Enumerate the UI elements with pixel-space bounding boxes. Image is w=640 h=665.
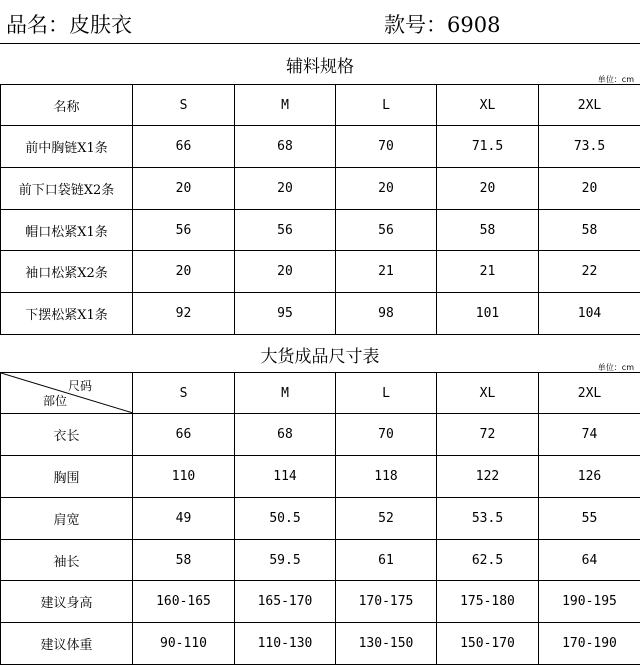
table-cell: 58 (133, 540, 235, 581)
row-label: 袖口松紧X2条 (1, 251, 133, 293)
table-cell: 58 (539, 210, 640, 251)
table-cell: 72 (437, 414, 539, 456)
table-cell: 56 (235, 210, 336, 251)
table-row (1, 126, 640, 168)
table-cell: 66 (133, 414, 235, 456)
column-header: S (133, 85, 235, 126)
row-label: 帽口松紧X1条 (1, 210, 133, 251)
style-number: 款号：6908 (384, 9, 500, 39)
table-cell: 101 (437, 293, 539, 335)
table-cell: 118 (336, 456, 437, 498)
column-header: L (336, 373, 437, 414)
table-cell: 49 (133, 498, 235, 540)
table-cell: 21 (336, 251, 437, 293)
table-cell: 50.5 (235, 498, 336, 540)
table-cell: 71.5 (437, 126, 539, 168)
table-cell: 74 (539, 414, 640, 456)
column-header: L (336, 85, 437, 126)
table-cell: 104 (539, 293, 640, 335)
table-cell: 64 (539, 540, 640, 581)
table-row (1, 293, 640, 335)
column-header: 名称 (1, 85, 133, 126)
size-chart-title: 大货成品尺寸表 (0, 342, 640, 367)
table-row (1, 540, 640, 581)
accessories-title: 辅料规格 (0, 52, 640, 77)
table-cell: 165-170 (235, 581, 336, 623)
table-cell: 20 (539, 168, 640, 210)
table-cell: 95 (235, 293, 336, 335)
table-row (1, 581, 640, 623)
table-cell: 130-150 (336, 623, 437, 665)
corner-size-label: 尺码 (68, 377, 92, 394)
table-row (1, 498, 640, 540)
accessories-table (0, 84, 640, 335)
table-cell: 55 (539, 498, 640, 540)
table-cell: 110-130 (235, 623, 336, 665)
table-row (1, 414, 640, 456)
table-cell: 122 (437, 456, 539, 498)
table-cell: 98 (336, 293, 437, 335)
table-cell: 68 (235, 414, 336, 456)
header-bar (0, 0, 640, 44)
table-cell: 114 (235, 456, 336, 498)
column-header: M (235, 85, 336, 126)
table-cell: 190-195 (539, 581, 640, 623)
column-header: XL (437, 373, 539, 414)
table-cell: 58 (437, 210, 539, 251)
column-header: M (235, 373, 336, 414)
table-cell: 150-170 (437, 623, 539, 665)
column-header: S (133, 373, 235, 414)
row-label: 胸围 (1, 456, 133, 498)
row-label: 袖长 (1, 540, 133, 581)
table-cell: 52 (336, 498, 437, 540)
table-cell: 21 (437, 251, 539, 293)
accessories-unit: 单位：cm (598, 74, 634, 85)
table-cell: 62.5 (437, 540, 539, 581)
corner-header-cell (1, 373, 133, 414)
table-cell: 126 (539, 456, 640, 498)
column-header: 2XL (539, 85, 640, 126)
table-row (1, 456, 640, 498)
size-chart-unit: 单位：cm (598, 362, 634, 373)
table-row (1, 210, 640, 251)
table-row (1, 623, 640, 665)
table-cell: 92 (133, 293, 235, 335)
table-header-row (1, 85, 640, 126)
table-cell: 160-165 (133, 581, 235, 623)
row-label: 前中胸链X1条 (1, 126, 133, 168)
table-cell: 170-190 (539, 623, 640, 665)
table-cell: 22 (539, 251, 640, 293)
table-cell: 59.5 (235, 540, 336, 581)
row-label: 下摆松紧X1条 (1, 293, 133, 335)
size-chart-table (0, 372, 640, 665)
row-label: 建议身高 (1, 581, 133, 623)
table-header-row (1, 373, 640, 414)
table-cell: 56 (336, 210, 437, 251)
column-header: XL (437, 85, 539, 126)
row-label: 建议体重 (1, 623, 133, 665)
table-cell: 20 (235, 168, 336, 210)
table-cell: 110 (133, 456, 235, 498)
table-cell: 20 (336, 168, 437, 210)
table-cell: 70 (336, 126, 437, 168)
table-cell: 66 (133, 126, 235, 168)
table-cell: 70 (336, 414, 437, 456)
table-cell: 90-110 (133, 623, 235, 665)
column-header: 2XL (539, 373, 640, 414)
table-cell: 73.5 (539, 126, 640, 168)
table-cell: 20 (235, 251, 336, 293)
row-label: 肩宽 (1, 498, 133, 540)
table-cell: 53.5 (437, 498, 539, 540)
table-cell: 20 (133, 251, 235, 293)
table-cell: 20 (133, 168, 235, 210)
table-row (1, 168, 640, 210)
table-cell: 20 (437, 168, 539, 210)
table-cell: 61 (336, 540, 437, 581)
corner-part-label: 部位 (43, 392, 67, 409)
table-cell: 175-180 (437, 581, 539, 623)
table-row (1, 251, 640, 293)
row-label: 衣长 (1, 414, 133, 456)
table-cell: 68 (235, 126, 336, 168)
row-label: 前下口袋链X2条 (1, 168, 133, 210)
table-cell: 170-175 (336, 581, 437, 623)
product-name: 品名：皮肤衣 (6, 9, 132, 39)
table-cell: 56 (133, 210, 235, 251)
